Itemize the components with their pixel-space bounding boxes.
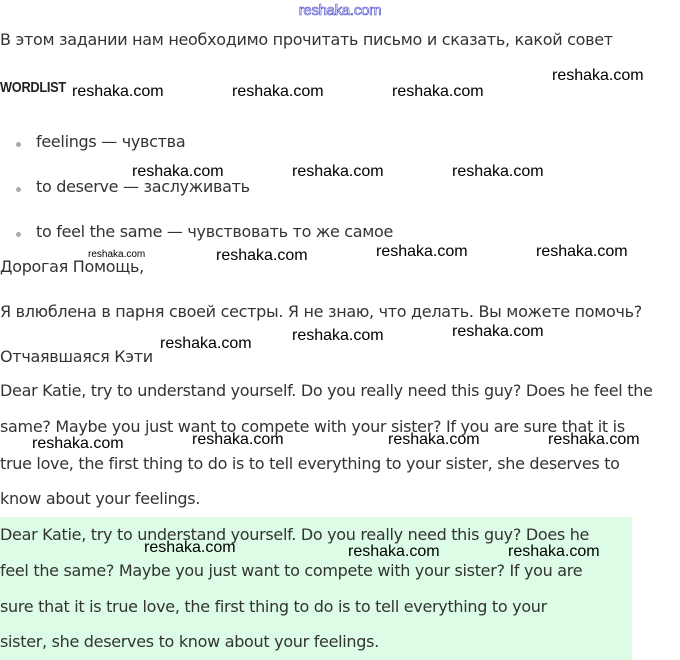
- answer-line: true love, the first thing to do is to tell everything to your sister, she deserves to: [0, 454, 620, 473]
- bullet-icon: [16, 142, 21, 147]
- watermark: reshaka.com: [72, 83, 164, 100]
- site-logo[interactable]: reshaka.com: [298, 2, 382, 19]
- watermark: reshaka.com: [392, 83, 484, 100]
- highlighted-line: sure that it is true love, the first thing to do is to tell everything to your: [0, 597, 547, 616]
- answer-line: know about your feelings.: [0, 489, 201, 508]
- highlighted-line: Dear Katie, try to understand yourself. Do you really need this guy? Does he: [0, 525, 590, 544]
- watermark: reshaka.com: [292, 163, 384, 180]
- wordlist-item: to deserve — заслуживать: [36, 177, 250, 196]
- wordlist-title: WORDLIST: [0, 79, 66, 96]
- wordlist-item: feelings — чувства: [36, 132, 186, 151]
- watermark: reshaka.com: [388, 431, 480, 448]
- letter-body: Я влюблена в парня своей сестры. Я не знаю, что делать. Вы можете помочь?: [0, 302, 642, 321]
- watermark: reshaka.com: [144, 539, 236, 556]
- wordlist-item: to feel the same — чувствовать то же самое: [36, 222, 394, 241]
- watermark: reshaka.com: [552, 67, 644, 84]
- answer-line: Dear Katie, try to understand yourself. Do you really need this guy? Does he feel the: [0, 381, 653, 400]
- watermark: reshaka.com: [32, 435, 124, 452]
- watermark: reshaka.com: [536, 243, 628, 260]
- watermark: reshaka.com: [232, 83, 324, 100]
- bullet-icon: [16, 232, 21, 237]
- highlighted-line: sister, she deserves to know about your feelings.: [0, 632, 379, 651]
- watermark: reshaka.com: [88, 249, 146, 260]
- watermark: reshaka.com: [508, 543, 600, 560]
- letter-signature: Отчаявшаяся Кэти: [0, 347, 153, 366]
- watermark: reshaka.com: [452, 323, 544, 340]
- answer-line: same? Maybe you just want to compete with your sister? If you are sure that it is: [0, 417, 625, 436]
- watermark: reshaka.com: [132, 163, 224, 180]
- highlighted-line: feel the same? Maybe you just want to compete with your sister? If you are: [0, 561, 583, 580]
- watermark: reshaka.com: [348, 543, 440, 560]
- watermark: reshaka.com: [216, 247, 308, 264]
- watermark: reshaka.com: [376, 243, 468, 260]
- bullet-icon: [16, 187, 21, 192]
- watermark: reshaka.com: [548, 431, 640, 448]
- intro-text: В этом задании нам необходимо прочитать письмо и сказать, какой совет: [0, 30, 613, 49]
- watermark: reshaka.com: [192, 431, 284, 448]
- watermark: reshaka.com: [292, 327, 384, 344]
- watermark: reshaka.com: [160, 335, 252, 352]
- watermark: reshaka.com: [452, 163, 544, 180]
- letter-greeting: Дорогая Помощь,: [0, 257, 144, 276]
